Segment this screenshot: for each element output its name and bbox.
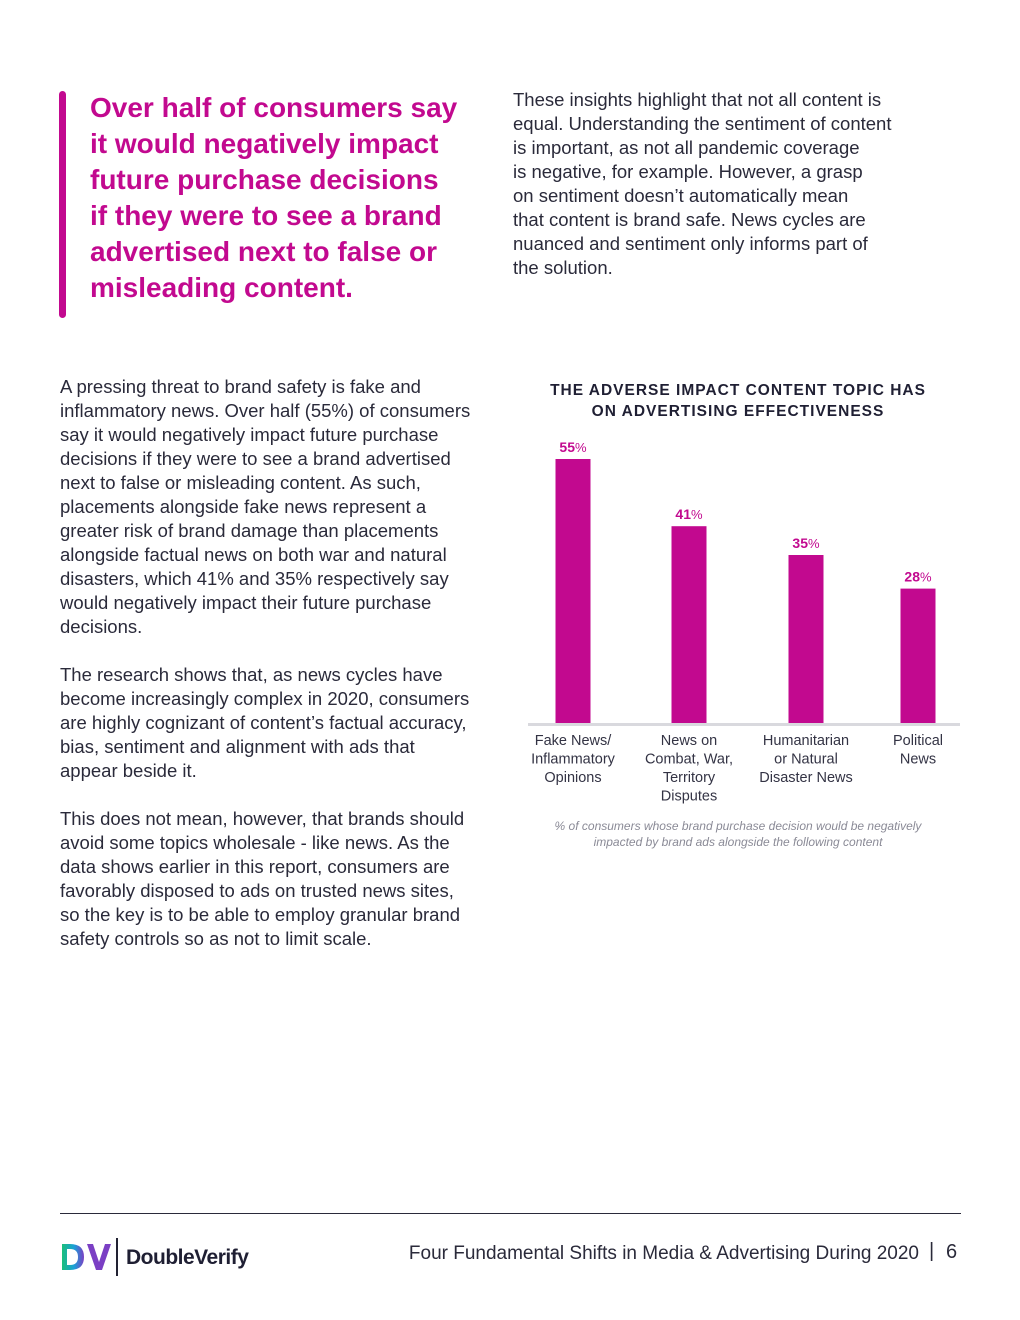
- footer-divider: [60, 1213, 961, 1214]
- bar-1: [556, 459, 591, 723]
- data-label-3: 35%: [792, 535, 820, 551]
- data-label-1: 55%: [559, 439, 587, 455]
- data-label-2: 41%: [675, 506, 703, 523]
- logo-divider: [116, 1238, 118, 1276]
- pull-quote-accent-bar: [59, 91, 66, 318]
- pull-quote: Over half of consumers say it would negatively impact future purchase decisions if they were to see a brand advertised next to false or misleading content.: [90, 92, 458, 303]
- footer-separator: |: [929, 1240, 935, 1262]
- category-label-3: Humanitarian or Natural Disaster News: [759, 733, 853, 786]
- bar-3: [789, 555, 824, 723]
- body-paragraph-2: The research shows that, as news cycles have become increasingly complex in 2020, consumers are highly cognizant of content’s factual accuracy, bias, sentiment and alignment with ads that appear beside it.: [60, 664, 470, 781]
- category-label-2: News on Combat, War, Territory Disputes: [644, 733, 734, 805]
- bar-2: [672, 526, 707, 723]
- logo-wordmark: DoubleVerify: [126, 1246, 249, 1269]
- category-label-1: Fake News/ Inflammatory Opinions: [531, 733, 615, 786]
- page-number: 6: [946, 1241, 958, 1263]
- bar-chart: [500, 430, 980, 815]
- body-text-column: [60, 375, 510, 975]
- category-label-4: Political News: [893, 733, 943, 768]
- footer-report-title: Four Fundamental Shifts in Media & Advertising During 2020: [408, 1243, 919, 1264]
- x-axis-baseline: [528, 723, 960, 726]
- dv-logo-icon: [60, 1242, 112, 1272]
- bar-4: [901, 589, 936, 723]
- intro-paragraph: These insights highlight that not all content is equal. Understanding the sentiment of content is important, as not all pandemic coverage is negative, for example. However, a grasp on sentiment doesn’t automatically mean that content is brand safe. News cycles are nuanced and sentiment only informs part of the solution.: [513, 89, 892, 278]
- chart-footnote: % of consumers whose brand purchase decision would be negatively impacted by brand ads alongside the following content: [554, 819, 922, 849]
- body-paragraph-1: A pressing threat to brand safety is fake and inflammatory news. Over half (55%) of consumers say it would negatively impact future purchase decisions if they were to see a brand advertised next to false or misleading content. As such, placements alongside fake news represent a greater risk of brand damage than placements alongside factual news on both war and natural disasters, which 41% and 35% respectively say would negatively impact their future purchase decisions.: [60, 376, 471, 637]
- data-label-4: 28%: [904, 568, 932, 585]
- body-paragraph-3: This does not mean, however, that brands should avoid some topics wholesale - like news. As the data shows earlier in this report, consumers are favorably disposed to ads on trusted news sites, so the key is to be able to employ granular brand safety controls so as not to limit scale.: [60, 808, 465, 949]
- chart-title: THE ADVERSE IMPACT CONTENT TOPIC HAS ON ADVERTISING EFFECTIVENESS: [550, 382, 926, 420]
